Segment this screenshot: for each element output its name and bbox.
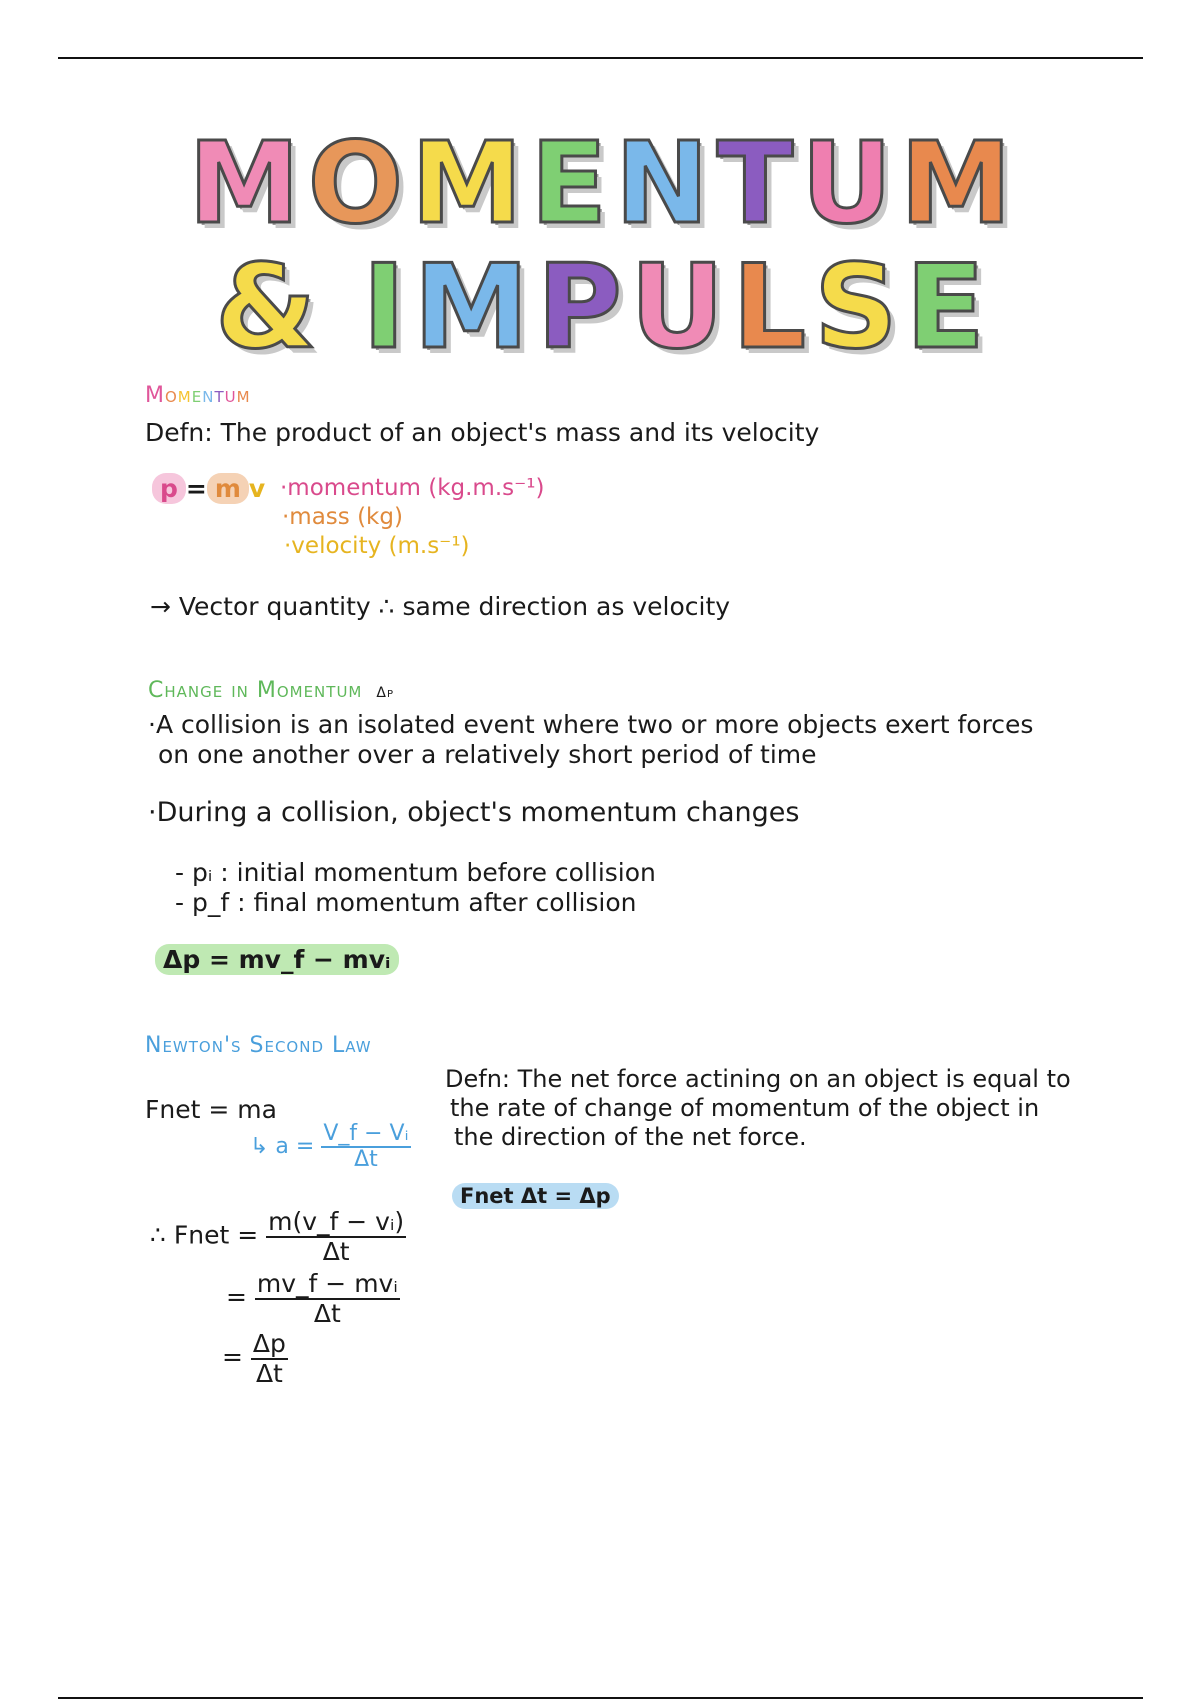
accel-numerator: V_f − Vᵢ	[321, 1122, 410, 1148]
legend-velocity: ·velocity (m.s⁻¹)	[284, 533, 470, 559]
title-letter: M	[188, 119, 300, 249]
title-letter: M	[411, 119, 523, 249]
derivation-step1	[150, 1208, 406, 1265]
final-momentum-item: - p_f : final momentum after collision	[175, 888, 637, 917]
title-letter: E	[905, 240, 985, 375]
deriv3-fraction	[251, 1330, 288, 1387]
deriv2-numerator: mv_f − mvᵢ	[256, 1269, 398, 1298]
deriv2-denominator: Δt	[313, 1298, 341, 1328]
title-letter: T	[716, 119, 794, 249]
accel-fraction	[321, 1122, 410, 1172]
title-letter: N	[615, 119, 709, 249]
momentum-formula	[152, 474, 265, 503]
deriv1-prefix: ∴ Fnet =	[150, 1220, 259, 1250]
change-heading-text: Change in Momentum	[148, 678, 363, 703]
momentum-heading-letter: e	[191, 383, 203, 408]
deriv1-denominator: Δt	[322, 1236, 350, 1266]
initial-momentum-item: - pᵢ : initial momentum before collision	[175, 858, 656, 887]
formula-p: p	[152, 473, 186, 504]
derivation-step3	[222, 1330, 288, 1387]
deriv3-numerator: Δp	[252, 1329, 286, 1358]
delta-p-formula: Δp = mv_f − mvᵢ	[155, 944, 399, 975]
title-letter: S	[814, 240, 898, 375]
momentum-heading-letter: m	[177, 383, 192, 408]
newton-definition-line3: the direction of the net force.	[454, 1123, 807, 1151]
fnet-ma: Fnet = ma	[145, 1095, 277, 1124]
newton-definition-line2: the rate of change of momentum of the object in	[450, 1094, 1040, 1122]
momentum-heading-letter: n	[202, 383, 215, 408]
legend-mass: ·mass (kg)	[282, 504, 403, 530]
momentum-heading-letter: u	[224, 383, 237, 408]
change-symbol: Δp	[376, 685, 394, 701]
impulse-formula: Fnet Δt = Δp	[452, 1183, 619, 1209]
title-letter: U	[629, 240, 725, 375]
momentum-changes-bullet: ·During a collision, object's momentum changes	[148, 797, 800, 828]
page-title-line1	[0, 119, 1200, 249]
top-rule	[58, 57, 1143, 59]
accel-prefix: ↳ a =	[250, 1134, 315, 1160]
collision-bullet-line2: on one another over a relatively short period of time	[158, 740, 817, 769]
deriv3-prefix: =	[222, 1342, 243, 1372]
deriv3-denominator: Δt	[255, 1358, 283, 1388]
accel-denominator: Δt	[354, 1147, 378, 1173]
acceleration-formula	[250, 1122, 411, 1172]
title-letter: O	[307, 119, 404, 249]
title-letter: P	[536, 240, 622, 375]
title-letter: M	[900, 119, 1012, 249]
title-letter: L	[732, 240, 807, 375]
deriv1-numerator: m(v_f − vᵢ)	[268, 1207, 405, 1236]
momentum-heading	[145, 383, 251, 408]
momentum-definition: Defn: The product of an object's mass and its velocity	[145, 418, 820, 447]
title-letter: &	[215, 240, 317, 375]
collision-bullet-line1: ·A collision is an isolated event where two or more objects exert forces	[148, 710, 1034, 739]
title-letter: U	[801, 119, 893, 249]
formula-m: m	[207, 473, 249, 504]
momentum-heading-letter: t	[214, 383, 225, 408]
vector-note: → Vector quantity ∴ same direction as velocity	[150, 592, 731, 621]
page-title-line2	[0, 240, 1200, 375]
title-letter	[320, 250, 358, 366]
title-letter: E	[530, 119, 608, 249]
change-heading	[148, 678, 394, 703]
bottom-rule	[58, 1697, 1143, 1699]
formula-v: v	[248, 474, 266, 503]
newton-definition-line1: Defn: The net force actining on an object is equal to	[445, 1065, 1071, 1093]
momentum-heading-letter: o	[164, 383, 178, 408]
newton-heading: Newton's Second Law	[145, 1033, 372, 1058]
formula-equals: =	[185, 474, 207, 503]
deriv2-prefix: =	[226, 1282, 247, 1312]
deriv1-fraction	[266, 1208, 406, 1265]
momentum-heading-letter: M	[145, 383, 165, 408]
momentum-heading-letter: m	[236, 383, 251, 408]
derivation-step2	[226, 1270, 400, 1327]
legend-momentum: ·momentum (kg.m.s⁻¹)	[280, 475, 545, 501]
title-letter: I	[362, 240, 406, 375]
title-letter: M	[413, 240, 529, 375]
deriv2-fraction	[255, 1270, 400, 1327]
